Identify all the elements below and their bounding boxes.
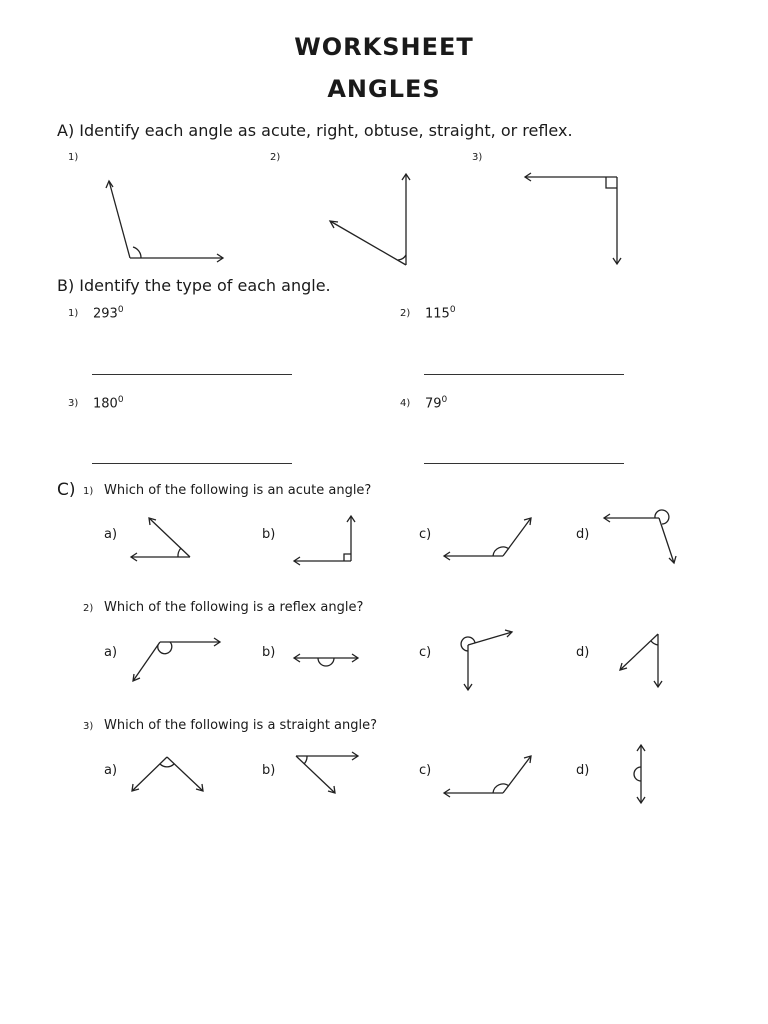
q2-option-c-angle (461, 630, 512, 690)
angle-a3-right (525, 173, 621, 264)
question-2-text: Which of the following is a reflex angle? (104, 600, 364, 615)
q2-option-b-label[interactable]: b) (262, 645, 276, 660)
section-b-item-1-num: 1) (68, 308, 79, 319)
q2-option-d-angle (620, 634, 662, 687)
section-a-heading: A) Identify each angle as acute, right, obtuse, straight, or reflex. (57, 121, 573, 140)
section-b-item-1-value: $293^0$ (93, 305, 124, 322)
q3-option-c-label[interactable]: c) (419, 763, 432, 778)
section-b-heading: B) Identify the type of each angle. (57, 276, 331, 295)
question-3-num: 3) (83, 721, 94, 732)
q3-option-b-label[interactable]: b) (262, 763, 276, 778)
angle-a2-acute (330, 174, 410, 265)
q1-option-b-angle (294, 516, 355, 565)
q3-option-b-angle (296, 752, 358, 793)
question-1-num: 1) (83, 486, 94, 497)
q2-option-c-label[interactable]: c) (419, 645, 432, 660)
worksheet-title: WORKSHEET (294, 33, 474, 61)
section-a-item-3-label: 3) (472, 152, 483, 163)
q1-option-a-label[interactable]: a) (104, 527, 118, 542)
q1-option-d-angle (604, 510, 676, 563)
worksheet-subtitle: ANGLES (327, 75, 441, 103)
q3-option-c-angle (444, 756, 531, 797)
section-a-item-1-label: 1) (68, 152, 79, 163)
section-a-item-2-label: 2) (270, 152, 281, 163)
q1-option-a-angle (131, 518, 190, 561)
section-b-item-4-num: 4) (400, 398, 411, 409)
q2-option-d-label[interactable]: d) (576, 645, 590, 660)
angle-a1-obtuse (106, 181, 223, 262)
q2-option-a-angle (133, 638, 220, 681)
q3-option-a-angle (132, 757, 203, 791)
section-c-label: C) (57, 480, 76, 500)
q1-option-c-label[interactable]: c) (419, 527, 432, 542)
section-b-item-3-num: 3) (68, 398, 79, 409)
section-b-item-3-value: $180^0$ (93, 395, 124, 412)
q2-option-a-label[interactable]: a) (104, 645, 118, 660)
section-b-item-2-value: $115^0$ (425, 305, 456, 322)
q1-option-b-label[interactable]: b) (262, 527, 276, 542)
question-3-text: Which of the following is a straight angle? (104, 718, 378, 733)
section-b-item-4-value: $79^0$ (425, 395, 448, 412)
q2-option-b-angle (294, 654, 358, 666)
q3-option-a-label[interactable]: a) (104, 763, 118, 778)
q3-option-d-angle (634, 745, 645, 803)
q1-option-d-label[interactable]: d) (576, 527, 590, 542)
section-b-item-2-num: 2) (400, 308, 411, 319)
q1-option-c-angle (444, 518, 531, 560)
q3-option-d-label[interactable]: d) (576, 763, 590, 778)
question-1-text: Which of the following is an acute angle? (104, 483, 372, 498)
question-2-num: 2) (83, 603, 94, 614)
